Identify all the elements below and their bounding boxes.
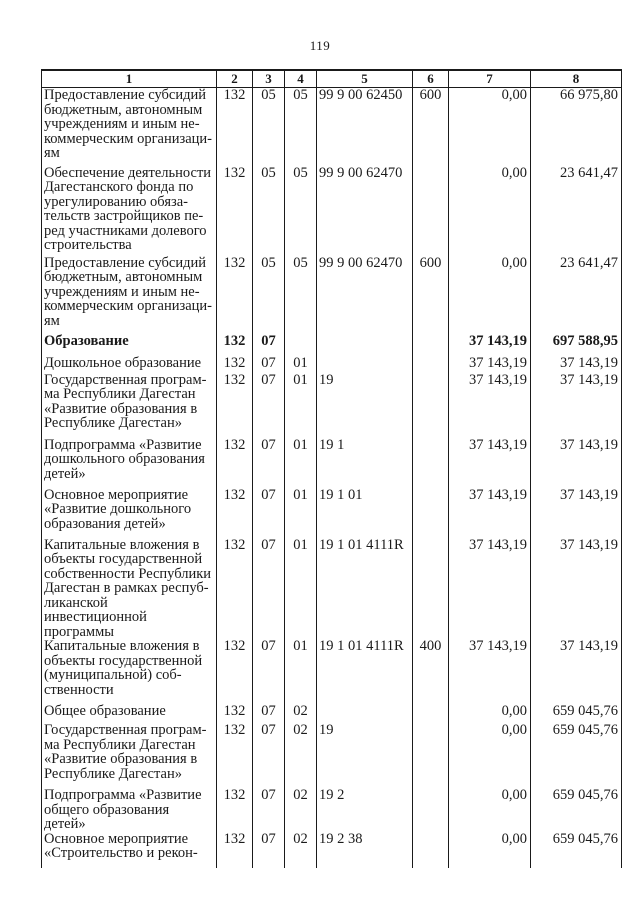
cell-name: Государственная програм- ма Республики Дагестан «Развитие образования в Республике Дагестан» bbox=[42, 373, 217, 438]
cell-section: 07 bbox=[253, 639, 285, 704]
cell-subsection: 02 bbox=[285, 788, 317, 832]
cell-amount-col8: 659 045,76 bbox=[531, 788, 622, 832]
column-header: 4 bbox=[285, 70, 317, 88]
cell-name: Основное мероприятие «Развитие дошкольного образования детей» bbox=[42, 488, 217, 538]
cell-subsection: 02 bbox=[285, 704, 317, 723]
table-row bbox=[42, 438, 622, 488]
cell-amount-col8: 37 143,19 bbox=[531, 639, 622, 704]
cell-subsection: 01 bbox=[285, 356, 317, 373]
cell-amount-col7: 0,00 bbox=[449, 832, 531, 868]
table-row bbox=[42, 256, 622, 334]
cell-amount-col7: 0,00 bbox=[449, 704, 531, 723]
cell-name: Капитальные вложения в объекты государственной собственности Республики Дагестан в рамках респуб- ликанской инвестиционной программы bbox=[42, 538, 217, 640]
cell-amount-col7: 0,00 bbox=[449, 788, 531, 832]
cell-admin-code: 132 bbox=[217, 488, 253, 538]
cell-admin-code: 132 bbox=[217, 256, 253, 334]
cell-subsection: 02 bbox=[285, 723, 317, 788]
cell-target-article: 19 2 38 bbox=[317, 832, 413, 868]
cell-target-article: 19 bbox=[317, 373, 413, 438]
cell-admin-code: 132 bbox=[217, 538, 253, 640]
cell-amount-col7: 37 143,19 bbox=[449, 334, 531, 356]
table-row bbox=[42, 488, 622, 538]
cell-target-article: 19 1 bbox=[317, 438, 413, 488]
cell-target-article: 19 1 01 4111R bbox=[317, 538, 413, 640]
cell-amount-col7: 0,00 bbox=[449, 723, 531, 788]
cell-amount-col7: 0,00 bbox=[449, 88, 531, 166]
cell-expense-type bbox=[413, 788, 449, 832]
cell-expense-type bbox=[413, 538, 449, 640]
cell-amount-col8: 23 641,47 bbox=[531, 256, 622, 334]
cell-name: Подпрограмма «Развитие общего образования детей» bbox=[42, 788, 217, 832]
cell-section: 07 bbox=[253, 488, 285, 538]
cell-admin-code: 132 bbox=[217, 356, 253, 373]
cell-expense-type: 600 bbox=[413, 256, 449, 334]
cell-admin-code: 132 bbox=[217, 88, 253, 166]
cell-subsection: 05 bbox=[285, 256, 317, 334]
cell-section: 07 bbox=[253, 723, 285, 788]
cell-target-article: 19 1 01 bbox=[317, 488, 413, 538]
column-header: 5 bbox=[317, 70, 413, 88]
cell-expense-type bbox=[413, 356, 449, 373]
cell-expense-type bbox=[413, 832, 449, 868]
cell-section: 07 bbox=[253, 538, 285, 640]
cell-expense-type bbox=[413, 334, 449, 356]
cell-amount-col7: 37 143,19 bbox=[449, 538, 531, 640]
cell-target-article: 19 1 01 4111R bbox=[317, 639, 413, 704]
cell-amount-col8: 697 588,95 bbox=[531, 334, 622, 356]
cell-admin-code: 132 bbox=[217, 832, 253, 868]
cell-subsection: 02 bbox=[285, 832, 317, 868]
table-row bbox=[42, 356, 622, 373]
cell-amount-col8: 37 143,19 bbox=[531, 373, 622, 438]
column-header: 7 bbox=[449, 70, 531, 88]
cell-name: Подпрограмма «Развитие дошкольного образования детей» bbox=[42, 438, 217, 488]
cell-expense-type: 600 bbox=[413, 88, 449, 166]
cell-section: 07 bbox=[253, 334, 285, 356]
cell-target-article bbox=[317, 356, 413, 373]
cell-section: 05 bbox=[253, 88, 285, 166]
table-row bbox=[42, 538, 622, 640]
cell-admin-code: 132 bbox=[217, 373, 253, 438]
cell-expense-type bbox=[413, 438, 449, 488]
cell-amount-col8: 37 143,19 bbox=[531, 488, 622, 538]
cell-name: Образование bbox=[42, 334, 217, 356]
cell-subsection: 05 bbox=[285, 166, 317, 256]
cell-amount-col7: 37 143,19 bbox=[449, 438, 531, 488]
cell-expense-type bbox=[413, 723, 449, 788]
cell-admin-code: 132 bbox=[217, 438, 253, 488]
cell-subsection: 01 bbox=[285, 438, 317, 488]
column-header: 8 bbox=[531, 70, 622, 88]
cell-target-article: 99 9 00 62470 bbox=[317, 256, 413, 334]
cell-amount-col8: 37 143,19 bbox=[531, 538, 622, 640]
cell-expense-type bbox=[413, 704, 449, 723]
cell-name: Обеспечение деятельности Дагестанского фонда по урегулированию обяза- тельств застройщиков пе- ред участниками долевого строительства bbox=[42, 166, 217, 256]
cell-section: 07 bbox=[253, 373, 285, 438]
cell-subsection: 01 bbox=[285, 538, 317, 640]
cell-section: 07 bbox=[253, 356, 285, 373]
column-header: 1 bbox=[42, 70, 217, 88]
cell-amount-col7: 0,00 bbox=[449, 256, 531, 334]
table-body bbox=[42, 88, 622, 868]
column-header: 6 bbox=[413, 70, 449, 88]
cell-admin-code: 132 bbox=[217, 704, 253, 723]
cell-amount-col8: 23 641,47 bbox=[531, 166, 622, 256]
cell-name: Общее образование bbox=[42, 704, 217, 723]
cell-name: Дошкольное образование bbox=[42, 356, 217, 373]
table-row bbox=[42, 832, 622, 868]
cell-name: Предоставление субсидий бюджетным, автономным учреждениям и иным не- коммерческим организаци- ям bbox=[42, 88, 217, 166]
cell-amount-col8: 37 143,19 bbox=[531, 438, 622, 488]
page-number: 119 bbox=[309, 38, 331, 53]
cell-section: 05 bbox=[253, 166, 285, 256]
cell-section: 05 bbox=[253, 256, 285, 334]
cell-expense-type bbox=[413, 166, 449, 256]
table-header-row bbox=[42, 70, 622, 88]
cell-amount-col8: 37 143,19 bbox=[531, 356, 622, 373]
cell-subsection bbox=[285, 334, 317, 356]
cell-amount-col8: 659 045,76 bbox=[531, 704, 622, 723]
cell-section: 07 bbox=[253, 704, 285, 723]
table-row bbox=[42, 704, 622, 723]
table-row bbox=[42, 373, 622, 438]
cell-expense-type bbox=[413, 488, 449, 538]
table-row bbox=[42, 723, 622, 788]
cell-target-article: 99 9 00 62450 bbox=[317, 88, 413, 166]
table-row bbox=[42, 88, 622, 166]
cell-amount-col7: 0,00 bbox=[449, 166, 531, 256]
cell-admin-code: 132 bbox=[217, 639, 253, 704]
column-header: 3 bbox=[253, 70, 285, 88]
cell-amount-col8: 66 975,80 bbox=[531, 88, 622, 166]
column-header: 2 bbox=[217, 70, 253, 88]
budget-table bbox=[41, 69, 622, 868]
cell-admin-code: 132 bbox=[217, 788, 253, 832]
cell-expense-type bbox=[413, 373, 449, 438]
cell-amount-col8: 659 045,76 bbox=[531, 723, 622, 788]
cell-target-article bbox=[317, 704, 413, 723]
cell-amount-col7: 37 143,19 bbox=[449, 373, 531, 438]
cell-section: 07 bbox=[253, 788, 285, 832]
cell-name: Основное мероприятие «Строительство и рекон- bbox=[42, 832, 217, 868]
cell-subsection: 01 bbox=[285, 373, 317, 438]
table-row bbox=[42, 334, 622, 356]
cell-target-article bbox=[317, 334, 413, 356]
cell-admin-code: 132 bbox=[217, 334, 253, 356]
cell-section: 07 bbox=[253, 832, 285, 868]
cell-name: Капитальные вложения в объекты государственной (муниципальной) соб- ственности bbox=[42, 639, 217, 704]
cell-subsection: 01 bbox=[285, 488, 317, 538]
cell-section: 07 bbox=[253, 438, 285, 488]
cell-name: Предоставление субсидий бюджетным, автономным учреждениям и иным не- коммерческим организаци- ям bbox=[42, 256, 217, 334]
cell-admin-code: 132 bbox=[217, 166, 253, 256]
table-row bbox=[42, 788, 622, 832]
cell-target-article: 19 bbox=[317, 723, 413, 788]
cell-target-article: 99 9 00 62470 bbox=[317, 166, 413, 256]
table-row bbox=[42, 639, 622, 704]
cell-subsection: 05 bbox=[285, 88, 317, 166]
cell-amount-col7: 37 143,19 bbox=[449, 639, 531, 704]
cell-amount-col7: 37 143,19 bbox=[449, 356, 531, 373]
cell-amount-col7: 37 143,19 bbox=[449, 488, 531, 538]
table-row bbox=[42, 166, 622, 256]
cell-name: Государственная програм- ма Республики Дагестан «Развитие образования в Республике Дагестан» bbox=[42, 723, 217, 788]
cell-admin-code: 132 bbox=[217, 723, 253, 788]
cell-expense-type: 400 bbox=[413, 639, 449, 704]
cell-amount-col8: 659 045,76 bbox=[531, 832, 622, 868]
cell-subsection: 01 bbox=[285, 639, 317, 704]
cell-target-article: 19 2 bbox=[317, 788, 413, 832]
